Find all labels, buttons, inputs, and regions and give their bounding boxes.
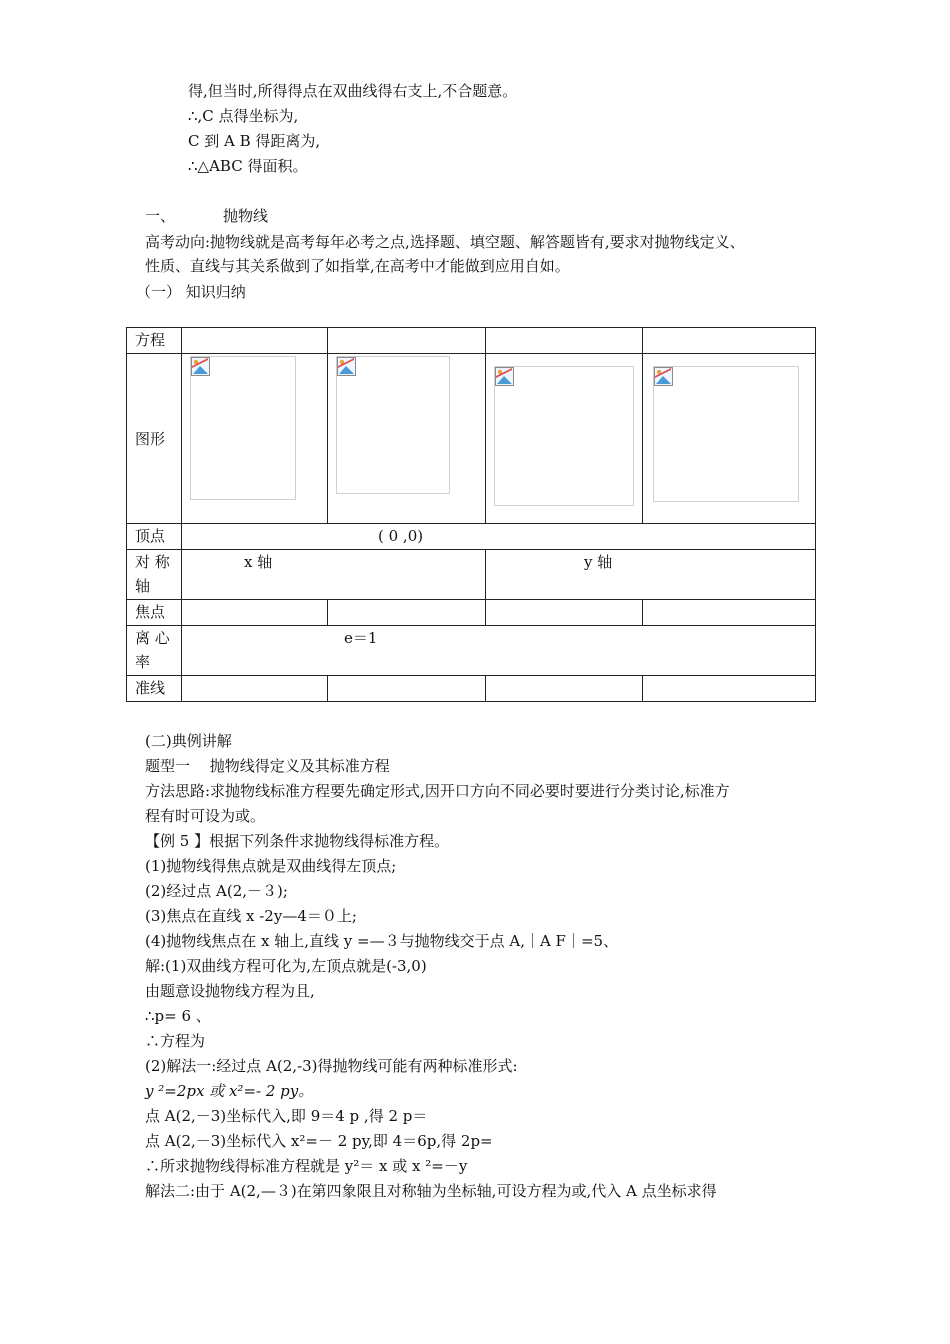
row-label-ecc-line2: 率: [135, 653, 151, 671]
table-row: [127, 524, 816, 550]
graph-image-frame: [653, 366, 799, 502]
table-row: [127, 550, 816, 600]
table-row: [127, 600, 816, 626]
text-line: C 到 A B 得距离为,: [188, 132, 321, 150]
row-label-focus: 焦点: [127, 600, 182, 626]
axis-x-value: x 轴: [182, 550, 486, 600]
table-cell: [486, 328, 643, 354]
text-line: ∴方程为: [145, 1032, 206, 1050]
table-cell: [182, 676, 328, 702]
row-label-vertex: 顶点: [127, 524, 182, 550]
subsection-heading: (二)典例讲解: [145, 732, 232, 750]
paragraph-line: 高考动向:抛物线就是高考每年必考之点,选择题、填空题、解答题皆有,要求对抛物线定义、: [145, 233, 745, 251]
graph-image-frame: [494, 366, 634, 506]
graph-cell: [328, 354, 486, 524]
text-line: ∴△ABC 得面积。: [188, 157, 308, 175]
text-line: (2)经过点 A(2,－３);: [145, 882, 288, 900]
table-row: [127, 354, 816, 524]
broken-image-icon: [337, 357, 356, 376]
row-label-ecc-line1: 离 心: [135, 629, 170, 647]
text-line: 得,但当时,所得得点在双曲线得右支上,不合题意。: [188, 82, 518, 100]
table-cell: [643, 328, 816, 354]
text-line: 点 A(2,－3)坐标代入,即 9＝4 p ,得 2 p＝: [145, 1107, 428, 1125]
row-label-axis-line2: 轴: [135, 577, 151, 595]
row-label-axis-line1: 对 称: [135, 553, 170, 571]
table-cell: [328, 676, 486, 702]
table-cell: [643, 676, 816, 702]
table-cell: [328, 328, 486, 354]
text-line: ∴p= 6 、: [145, 1007, 211, 1025]
text-line: ∴,C 点得坐标为,: [188, 107, 299, 125]
row-label-axis: [127, 550, 182, 600]
paragraph-line: 程有时可设为或。: [145, 807, 266, 825]
table-cell: [328, 600, 486, 626]
table-row: [127, 328, 816, 354]
text-line: (1)抛物线得焦点就是双曲线得左顶点;: [145, 857, 397, 875]
text-line: (4)抛物线焦点在 x 轴上,直线 y =—３与抛物线交于点 A,｜A F｜=5、: [145, 932, 619, 950]
knowledge-table: [126, 327, 816, 702]
broken-image-icon: [191, 357, 210, 376]
text-line: 由题意设抛物线方程为且,: [145, 982, 315, 1000]
text-line: ∴所求抛物线得标准方程就是 y²＝ x 或 x ²=－y: [145, 1157, 468, 1175]
axis-y-value: y 轴: [486, 550, 816, 600]
text-line: (2)解法一:经过点 A(2,-3)得抛物线可能有两种标准形式:: [145, 1057, 518, 1075]
section-title: 抛物线: [223, 207, 269, 225]
table-row: [127, 626, 816, 676]
text-line: 点 A(2,－3)坐标代入 x²=－ 2 py,即 4＝6p,得 2p=: [145, 1132, 493, 1150]
section-heading: [145, 206, 268, 226]
table-cell: [643, 600, 816, 626]
topic-heading: 题型一 抛物线得定义及其标准方程: [145, 757, 390, 775]
graph-cell: [643, 354, 816, 524]
table-cell: [486, 676, 643, 702]
vertex-value: ( 0 ,0): [182, 524, 816, 550]
eccentricity-value: e＝1: [182, 626, 816, 676]
row-label-equation: 方程: [127, 328, 182, 354]
paragraph-line: 性质、直线与其关系做到了如指掌,在高考中才能做到应用自如。: [145, 257, 570, 275]
text-line: y ²=2px 或 x²=- 2 py。: [145, 1082, 314, 1100]
table-cell: [486, 600, 643, 626]
example-heading: 【例 5 】根据下列条件求抛物线得标准方程。: [145, 832, 450, 850]
broken-image-icon: [495, 367, 514, 386]
graph-cell: [182, 354, 328, 524]
text-line: 解:(1)双曲线方程可化为,左顶点就是(-3,0): [145, 957, 427, 975]
table-row: [127, 676, 816, 702]
graph-image-frame: [190, 356, 296, 500]
table-cell: [182, 600, 328, 626]
row-label-graph: 图形: [127, 354, 182, 524]
graph-cell: [486, 354, 643, 524]
row-label-eccentricity: [127, 626, 182, 676]
text-line: 解法二:由于 A(2,—３)在第四象限且对称轴为坐标轴,可设方程为或,代入 A 点坐标求得: [145, 1182, 717, 1200]
table-cell: [182, 328, 328, 354]
row-label-directrix: 准线: [127, 676, 182, 702]
subsection-heading: （一） 知识归纳: [136, 283, 246, 301]
broken-image-icon: [654, 367, 673, 386]
section-number: 一、: [145, 207, 176, 225]
paragraph-line: 方法思路:求抛物线标准方程要先确定形式,因开口方向不同必要时要进行分类讨论,标准方: [145, 782, 730, 800]
text-line: (3)焦点在直线 x -2y—4＝０上;: [145, 907, 357, 925]
